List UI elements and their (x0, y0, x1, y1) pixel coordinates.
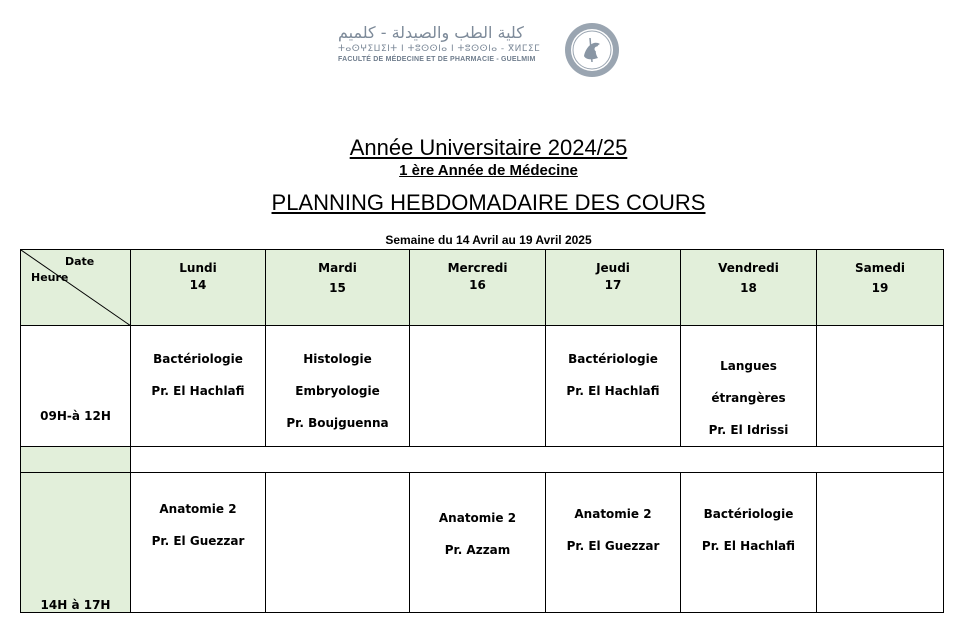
course-cell (131, 473, 266, 613)
break-cell (131, 447, 944, 473)
day-header-jeudi (546, 250, 681, 326)
day-number: 18 (740, 281, 757, 295)
course-cell (546, 473, 681, 613)
corner-hour-label: Heure (31, 271, 69, 284)
day-header-lundi (131, 250, 266, 326)
course-subject: Langues étrangères (711, 359, 786, 405)
course-cell (410, 326, 546, 447)
day-header-mercredi (410, 250, 546, 326)
course-professor: Pr. El Guezzar (566, 539, 660, 553)
course-cell (681, 326, 817, 447)
time-slot-afternoon (21, 473, 131, 613)
course-cell (681, 473, 817, 613)
day-name: Mercredi (447, 261, 508, 275)
academic-year-title: Année Universitaire 2024/25 (349, 135, 628, 160)
day-name: Mardi (318, 261, 357, 275)
faculty-name-tifinagh: ⵜⴰⵙⵖⵉⵡⵉⵏⵜ ⵏ ⵜⵓⵙⵙⵏⴰ ⵏ ⵜⵓⵙⵙⵏⴰ - ⴳⵍⵎⵉⵎ (338, 44, 541, 54)
day-header-vendredi (681, 250, 817, 326)
course-cell (817, 473, 944, 613)
course-cell (266, 473, 410, 613)
day-header-samedi (817, 250, 944, 326)
course-professor: Pr. El Hachlafi (151, 384, 245, 398)
faculty-name-block (338, 24, 553, 65)
weekly-schedule-table (20, 249, 944, 613)
time-label: 14H à 17H (40, 598, 111, 612)
corner-date-label: Date (65, 255, 95, 268)
faculty-logo (0, 18, 963, 88)
planning-title: PLANNING HEBDOMADAIRE DES COURS (271, 190, 706, 215)
time-label: 09H-à 12H (40, 409, 111, 423)
course-subject: Bactériologie (153, 352, 243, 366)
year-level-subtitle: 1 ère Année de Médecine (399, 162, 578, 179)
faculty-name-french: FACULTÉ DE MÉDECINE ET DE PHARMACIE - GUELMIM (338, 56, 536, 63)
course-subject: Anatomie 2 (438, 511, 517, 525)
schedule-header-row (21, 250, 944, 326)
course-subject: Anatomie 2 (574, 507, 652, 521)
afternoon-slot-row (21, 473, 944, 613)
course-cell (410, 473, 546, 613)
day-name: Samedi (854, 261, 906, 275)
course-cell (131, 326, 266, 447)
faculty-name-arabic: كلية الطب والصيدلة - كلميم (338, 23, 524, 42)
day-number: 15 (329, 281, 346, 295)
day-header-mardi (266, 250, 410, 326)
course-cell (817, 326, 944, 447)
course-professor: Pr. El Hachlafi (701, 539, 796, 553)
break-row (21, 447, 944, 473)
time-slot-morning (21, 326, 131, 447)
day-name: Jeudi (596, 261, 630, 275)
day-number: 14 (189, 278, 207, 292)
course-subject: Bactériologie (568, 352, 658, 366)
course-cell (546, 326, 681, 447)
course-professor: Pr. Azzam (444, 543, 511, 557)
day-number: 16 (469, 278, 486, 292)
course-subject: Bactériologie (703, 507, 794, 521)
course-cell (266, 326, 410, 447)
course-subject: Anatomie 2 (159, 502, 237, 516)
day-number: 19 (871, 281, 889, 295)
course-professor: Pr. El Hachlafi (566, 384, 660, 398)
course-subject: Histologie Embryologie (295, 352, 380, 398)
course-professor: Pr. Boujguenna (286, 416, 389, 430)
course-professor: Pr. El Guezzar (151, 534, 245, 548)
week-range: Semaine du 14 Avril au 19 Avril 2025 (385, 233, 592, 247)
university-seal-icon (564, 22, 620, 78)
course-professor: Pr. El Idrissi (708, 423, 789, 437)
day-name: Vendredi (718, 261, 779, 275)
date-hour-corner (21, 250, 131, 326)
morning-slot-row (21, 326, 944, 447)
day-number: 17 (604, 278, 622, 292)
day-name: Lundi (179, 261, 217, 275)
break-time-cell (21, 447, 131, 473)
